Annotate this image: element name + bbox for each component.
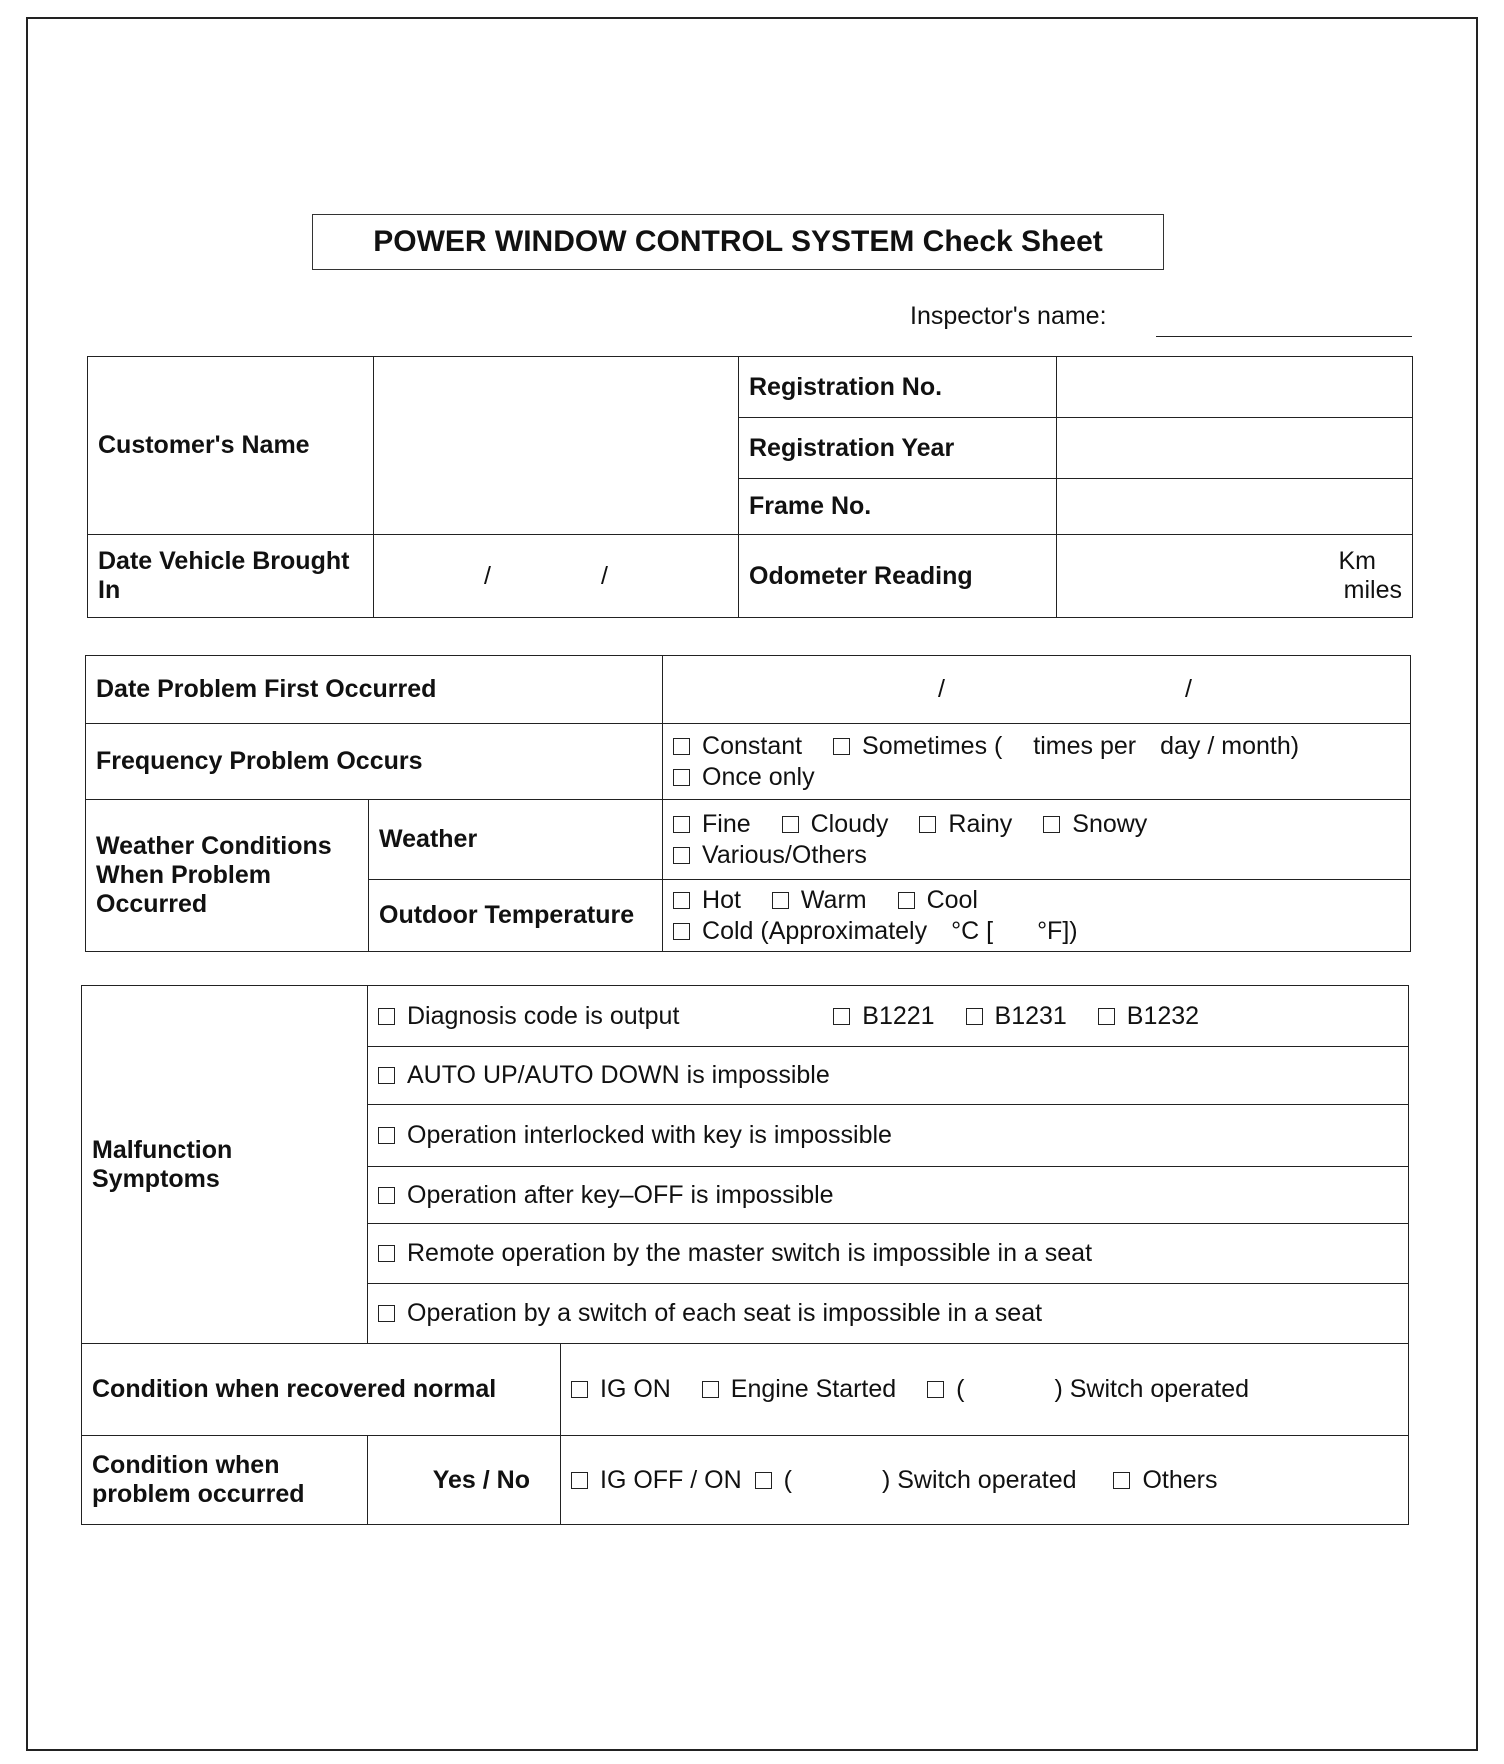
once-only-label: Once only [702,762,815,791]
once-only-checkbox[interactable] [673,769,690,786]
switch-operated-label: ) Switch operated [1054,1375,1250,1403]
switch-operated-label: ) Switch operated [881,1465,1077,1494]
frame-no-label: Frame No. [739,479,1057,535]
day-month-label: day / month) [1160,731,1300,760]
remote-operation-checkbox[interactable] [378,1245,395,1262]
odometer-label: Odometer Reading [739,535,1057,618]
registration-year-field[interactable] [1057,418,1413,479]
hot-checkbox[interactable] [673,892,690,909]
customer-name-label: Customer's Name [88,357,374,535]
fine-label: Fine [702,809,751,838]
engine-started-label: Engine Started [730,1375,897,1403]
date-separator: / [484,561,491,590]
cold-checkbox[interactable] [673,923,690,940]
temperature-options [663,880,1411,952]
customer-name-field[interactable] [374,357,739,535]
registration-no-field[interactable] [1057,357,1413,418]
outdoor-temp-label: Outdoor Temperature [369,880,663,952]
code-b1232-label: B1232 [1126,1001,1200,1030]
symptom-row [368,1284,1409,1344]
cool-checkbox[interactable] [898,892,915,909]
frequency-label: Frequency Problem Occurs [86,724,663,800]
auto-up-down-checkbox[interactable] [378,1067,395,1084]
various-label: Various/Others [702,840,867,869]
frequency-options [663,724,1411,800]
rainy-checkbox[interactable] [919,816,936,833]
ig-on-label: IG ON [600,1375,671,1403]
switch-operated-checkbox[interactable] [927,1381,944,1398]
date-separator: / [600,561,608,590]
auto-up-down-label: AUTO UP/AUTO DOWN is impossible [407,1061,830,1089]
problem-occurred-label: Condition when problem occurred [82,1436,368,1525]
date-brought-in-field[interactable] [374,535,739,618]
fahrenheit-label: °F]) [1037,916,1078,945]
frame-no-field[interactable] [1057,479,1413,535]
code-b1231-label: B1231 [994,1001,1067,1030]
interlocked-checkbox[interactable] [378,1127,395,1144]
interlocked-label: Operation interlocked with key is impossible [407,1121,892,1149]
unit-km: Km [1338,547,1376,575]
unit-miles: miles [1343,576,1402,604]
recovered-options [561,1344,1409,1436]
date-first-occurred-label: Date Problem First Occurred [86,656,663,724]
snowy-checkbox[interactable] [1043,816,1060,833]
hot-label: Hot [702,885,741,914]
vehicle-info-table [87,356,1413,618]
ig-off-on-label: IG OFF / ON [600,1465,742,1494]
each-seat-checkbox[interactable] [378,1305,395,1322]
engine-started-checkbox[interactable] [702,1381,719,1398]
fine-checkbox[interactable] [673,816,690,833]
date-first-occurred-field[interactable] [663,656,1411,724]
constant-label: Constant [702,731,803,760]
code-b1231-checkbox[interactable] [966,1008,983,1025]
various-checkbox[interactable] [673,847,690,864]
registration-year-label: Registration Year [739,418,1057,479]
cold-label: Cold (Approximately [702,916,928,945]
symptom-row [368,1167,1409,1224]
constant-checkbox[interactable] [673,738,690,755]
after-key-off-label: Operation after key–OFF is impossible [407,1180,834,1209]
rainy-label: Rainy [948,809,1013,838]
snowy-label: Snowy [1072,809,1148,838]
each-seat-label: Operation by a switch of each seat is impossible in a seat [407,1299,1043,1327]
others-label: Others [1142,1465,1218,1494]
recovered-normal-label: Condition when recovered normal [82,1344,561,1436]
weather-conditions-label: Weather Conditions When Problem Occurred [86,800,369,952]
warm-checkbox[interactable] [772,892,789,909]
code-b1232-checkbox[interactable] [1098,1008,1115,1025]
warm-label: Warm [800,885,867,914]
weather-options [663,800,1411,880]
inspector-name-label: Inspector's name: [910,302,1107,330]
symptoms-table [81,985,1409,1525]
symptom-row [368,986,1409,1047]
times-per-label: times per [1033,731,1137,760]
paren-open: ( [956,1375,965,1403]
symptom-row [368,1105,1409,1167]
weather-label: Weather [369,800,663,880]
code-b1221-checkbox[interactable] [833,1008,850,1025]
date-brought-in-label: Date Vehicle Brought In [88,535,374,618]
registration-no-label: Registration No. [739,357,1057,418]
cool-label: Cool [926,885,978,914]
cloudy-checkbox[interactable] [782,816,799,833]
others-checkbox[interactable] [1113,1472,1130,1489]
cloudy-label: Cloudy [810,809,889,838]
diagnosis-label: Diagnosis code is output [407,1001,680,1030]
celsius-label: °C [ [951,916,994,945]
sometimes-checkbox[interactable] [833,738,850,755]
remote-operation-label: Remote operation by the master switch is impossible in a seat [407,1239,1093,1267]
odometer-field[interactable] [1057,535,1413,618]
switch-operated-checkbox[interactable] [755,1472,772,1489]
inspector-name-field[interactable] [1156,336,1412,337]
sometimes-label: Sometimes ( [862,731,1003,760]
paren-open: ( [783,1465,792,1494]
page-title: POWER WINDOW CONTROL SYSTEM Check Sheet [312,214,1164,270]
code-b1221-label: B1221 [862,1001,935,1030]
problem-info-table [85,655,1411,952]
occurred-options [561,1436,1409,1525]
symptom-row [368,1047,1409,1105]
symptom-row [368,1224,1409,1284]
ig-off-on-checkbox[interactable] [571,1472,588,1489]
after-key-off-checkbox[interactable] [378,1187,395,1204]
yes-no-label: Yes / No [368,1436,561,1525]
ig-on-checkbox[interactable] [571,1381,588,1398]
date-separator: / [938,675,945,703]
diagnosis-checkbox[interactable] [378,1008,395,1025]
date-separator: / [1184,675,1192,703]
malfunction-symptoms-label: Malfunction Symptoms [82,986,368,1344]
